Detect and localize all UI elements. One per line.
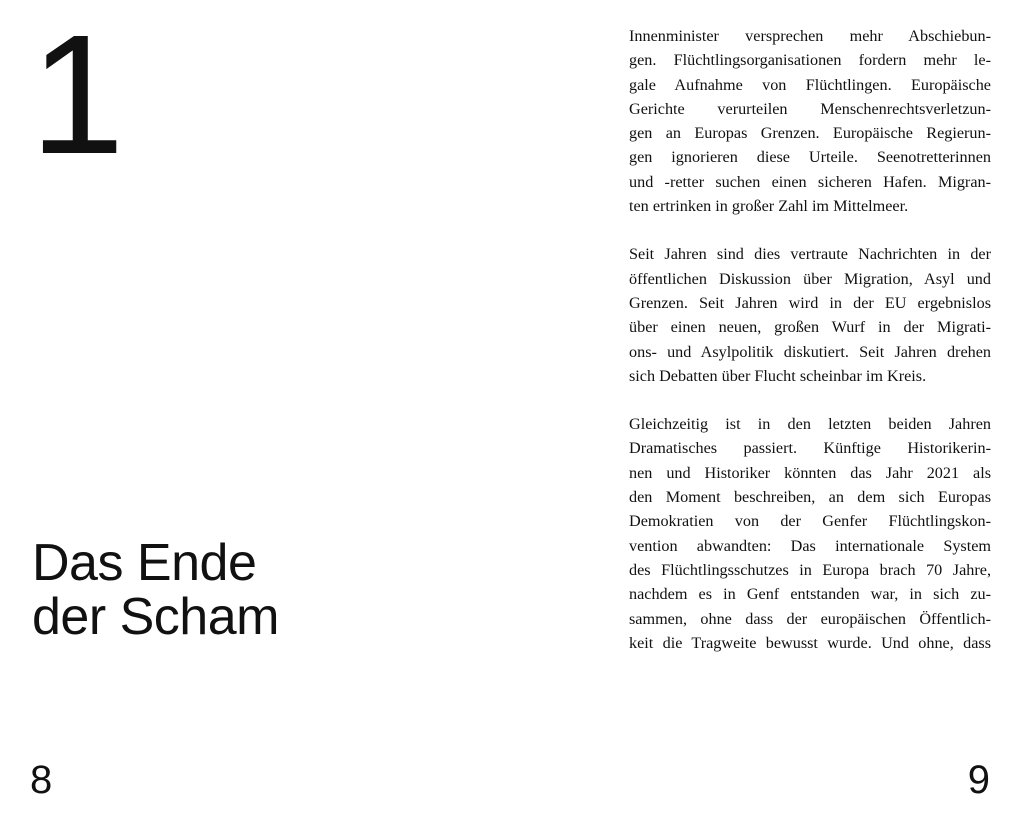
chapter-number: 1 (30, 0, 121, 190)
text-line: Seit Jahren sind dies vertraute Nachrichten in der (629, 245, 991, 264)
text-line: vention abwandten: Das internationale System (629, 536, 991, 555)
text-line: über einen neuen, großen Wurf in der Migrati- (629, 318, 991, 337)
text-line: sammen, ohne dass der europäischen Öffentlich- (629, 609, 991, 628)
page-number-right: 9 (967, 758, 990, 802)
text-line: keit die Tragweite bewusst wurde. Und ohne, dass (629, 633, 991, 652)
text-line: Demokratien von der Genfer Flüchtlingskon- (629, 512, 991, 531)
text-line: Grenzen. Seit Jahren wird in der EU ergebnislos (629, 293, 991, 312)
text-line: nachdem es in Genf entstanden war, in sich zu- (629, 585, 991, 604)
text-line: ten ertrinken in großer Zahl im Mittelmeer. (629, 197, 909, 216)
text-line: gen ignorieren diese Urteile. Seenotretterinnen (629, 148, 991, 167)
chapter-title-line: Das Ende (32, 534, 257, 592)
text-line: gen an Europas Grenzen. Europäische Regierun- (629, 124, 991, 143)
text-line: Gerichte verurteilen Menschenrechtsverletzun- (629, 99, 991, 118)
text-line: sich Debatten über Flucht scheinbar im Kreis. (629, 366, 927, 385)
chapter-title (32, 536, 279, 644)
text-line: gale Aufnahme von Flüchtlingen. Europäische (629, 75, 991, 94)
text-line: Gleichzeitig ist in den letzten beiden Jahren (629, 415, 991, 434)
text-line: des Flüchtlingsschutzes in Europa brach 70 Jahre, (629, 560, 991, 579)
text-line: ons- und Asylpolitik diskutiert. Seit Jahren drehen (629, 342, 991, 361)
text-line: den Moment beschreiben, an dem sich Europas (629, 488, 991, 507)
text-line: Dramatisches passiert. Künftige Historikerin- (629, 439, 991, 458)
text-line: Innenminister versprechen mehr Abschiebun- (629, 27, 991, 45)
body-text (629, 24, 991, 679)
text-line: nen und Historiker könnten das Jahr 2021 als (629, 463, 991, 482)
paragraph (629, 242, 991, 388)
text-line: und -retter suchen einen sicheren Hafen. Migran- (629, 172, 991, 191)
text-line: gen. Flüchtlingsorganisationen fordern mehr le- (629, 51, 991, 70)
page-number-left: 8 (30, 758, 53, 802)
paragraph (629, 24, 991, 218)
paragraph (629, 412, 991, 655)
text-line: öffentlichen Diskussion über Migration, Asyl und (629, 269, 991, 288)
chapter-title-line: der Scham (32, 588, 279, 646)
